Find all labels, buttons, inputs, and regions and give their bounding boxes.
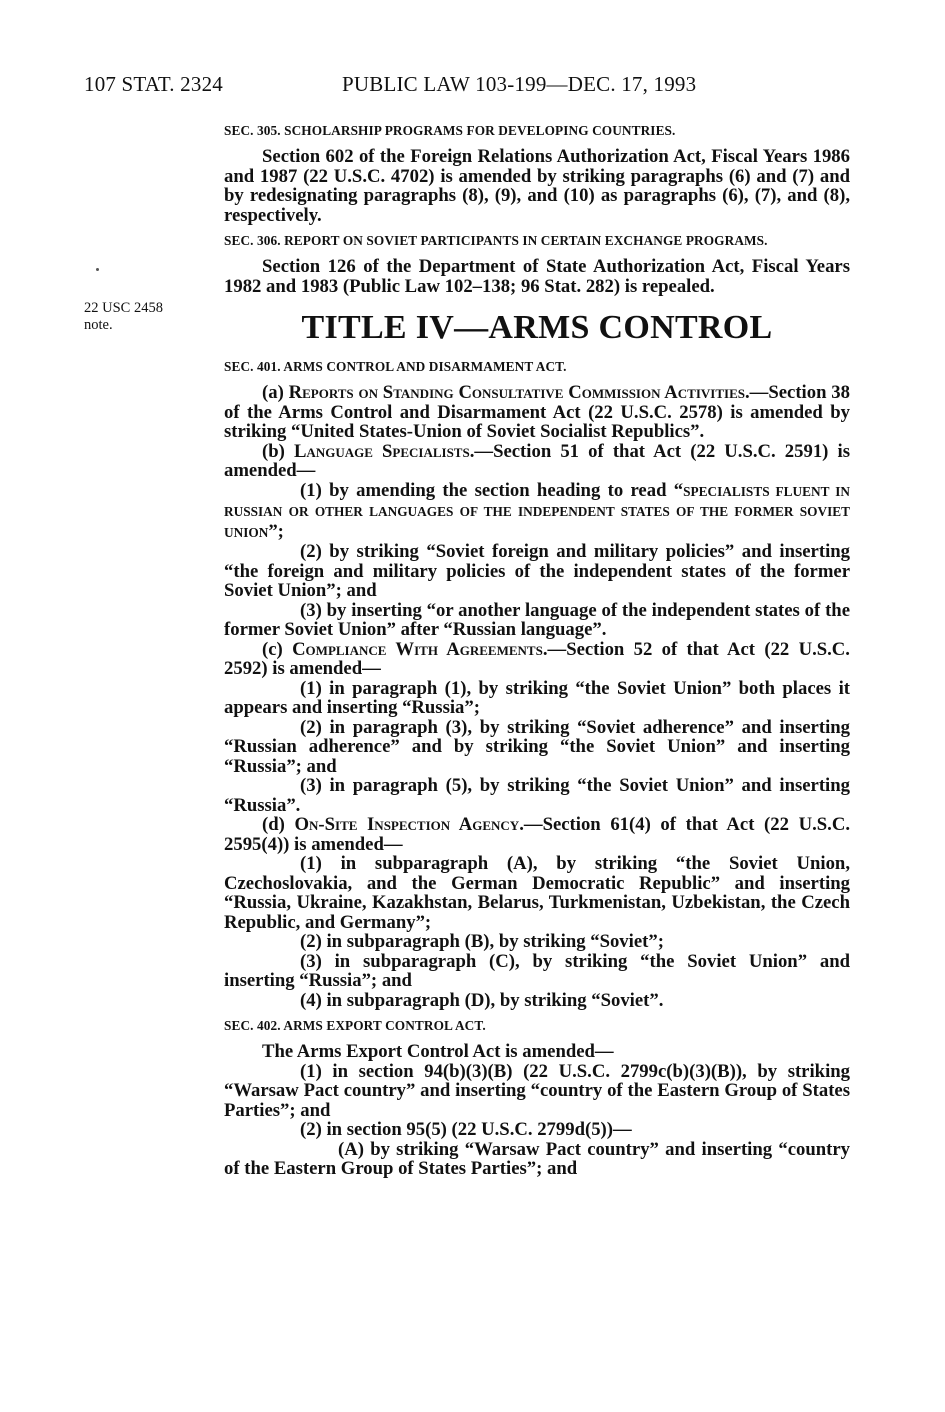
subparagraph: (A) by striking “Warsaw Pact country” and inserting “country of the Eastern Group of States Parties”; and (224, 1138, 850, 1179)
subsection-label: (c) (262, 638, 293, 660)
paragraph (224, 481, 850, 543)
subsection-b (224, 442, 850, 481)
paragraph: (2) in section 95(5) (22 U.S.C. 2799d(5))— (300, 1119, 632, 1140)
subsection-text: —Section 61(4) of that Act (22 U.S.C. 2595(4)) is amended— (224, 814, 850, 855)
paragraph: (2) in paragraph (3), by striking “Soviet adherence” and inserting “Russian adherence” and by striking “the Soviet Union” and inserting “Russia”; and (224, 716, 850, 777)
subsection-label: (a) (262, 382, 289, 403)
subsection-c (224, 640, 850, 679)
paragraph: (4) in subparagraph (D), by striking “Soviet”. (300, 989, 664, 1011)
subsection-a (224, 383, 850, 442)
subsection-text: —Section 38 of the Arms Control and Disarmament Act (22 U.S.C. 2578) is amended by striking “United States-Union of Soviet Socialist Republics”. (224, 382, 850, 442)
paragraph: (3) by inserting “or another language of the independent states of the former Soviet Union” after “Russian language”. (224, 599, 850, 640)
margin-note-line: 22 USC 2458 (84, 300, 163, 316)
paragraph-text: ”; (268, 520, 284, 542)
margin-mark (96, 268, 99, 271)
section-heading: SEC. 305. SCHOLARSHIP PROGRAMS FOR DEVELOPING COUNTRIES. (224, 123, 676, 138)
paragraph: (1) in subparagraph (A), by striking “the Soviet Union, Czechoslovakia, and the German Democratic Republic” and inserting “Russia, Ukraine, Kazakhstan, Belarus, Turkmenistan, Uzbekistan, the Czech Republic, and Germany”; (224, 853, 850, 933)
section-heading: SEC. 306. REPORT ON SOVIET PARTICIPANTS IN CERTAIN EXCHANGE PROGRAMS. (224, 233, 768, 248)
margin-note-line: note. (84, 317, 113, 333)
paragraph: (3) in subparagraph (C), by striking “the Soviet Union” and inserting “Russia”; and (224, 950, 850, 991)
body-text (224, 122, 850, 1179)
subsection-d (224, 815, 850, 854)
page-reference: 107 STAT. 2324 (84, 72, 223, 96)
section-text: Section 126 of the Department of State Authorization Act, Fiscal Years 1982 and 1983 (Public Law 102–138; 96 Stat. 282) is repealed. (224, 256, 850, 297)
subsection-caption: On-Site Inspection Agency. (294, 814, 524, 835)
section-text: Section 602 of the Foreign Relations Authorization Act, Fiscal Years 1986 and 1987 (22 U.S.C. 4702) is amended by striking paragraphs (6) and (7) and by redesignating paragraphs (8), (9), and (10) as paragraphs (6), (7), and (8), respectively. (224, 146, 850, 226)
title-heading: TITLE IV—ARMS CONTROL (301, 309, 773, 346)
paragraph: (2) in subparagraph (B), by striking “Soviet”; (300, 931, 664, 952)
margin-citation-note (84, 300, 163, 334)
paragraph: (1) in section 94(b)(3)(B) (22 U.S.C. 2799c(b)(3)(B)), by striking “Warsaw Pact country” and inserting “country of the Eastern Group of States Parties”; and (224, 1060, 850, 1121)
heading-caps: SPECIALISTS FLUENT IN RUSSIAN OR OTHER LANGUAGES OF THE INDEPENDENT STATES OF THE FORMER SOVIET UNION (224, 483, 850, 540)
paragraph: (3) in paragraph (5), by striking “the Soviet Union” and inserting “Russia”. (224, 775, 850, 816)
subsection-text: —Section 51 of that Act (22 U.S.C. 2591) is amended— (224, 440, 850, 481)
subsection-caption: Language Specialists. (293, 440, 475, 462)
subsection-text: —Section 52 of that Act (22 U.S.C. 2592) is amended— (224, 638, 850, 679)
subsection-caption: Reports on Standing Consultative Commission Activities. (288, 382, 750, 403)
subsection-label: (d) (262, 814, 295, 835)
section-heading: SEC. 402. ARMS EXPORT CONTROL ACT. (224, 1018, 486, 1033)
paragraph: (2) by striking “Soviet foreign and military policies” and inserting “the foreign and military policies of the independent states of the former Soviet Union”; and (224, 541, 850, 601)
subsection-caption: Compliance With Agreements. (292, 638, 548, 660)
paragraph-text: (1) by amending the section heading to read “ (300, 479, 684, 501)
subsection-label: (b) (262, 440, 294, 462)
section-text: The Arms Export Control Act is amended— (262, 1041, 614, 1062)
paragraph: (1) in paragraph (1), by striking “the Soviet Union” both places it appears and inserting “Russia”; (224, 677, 850, 718)
law-title: PUBLIC LAW 103-199—DEC. 17, 1993 (342, 72, 697, 96)
section-heading: SEC. 401. ARMS CONTROL AND DISARMAMENT ACT. (224, 359, 567, 374)
